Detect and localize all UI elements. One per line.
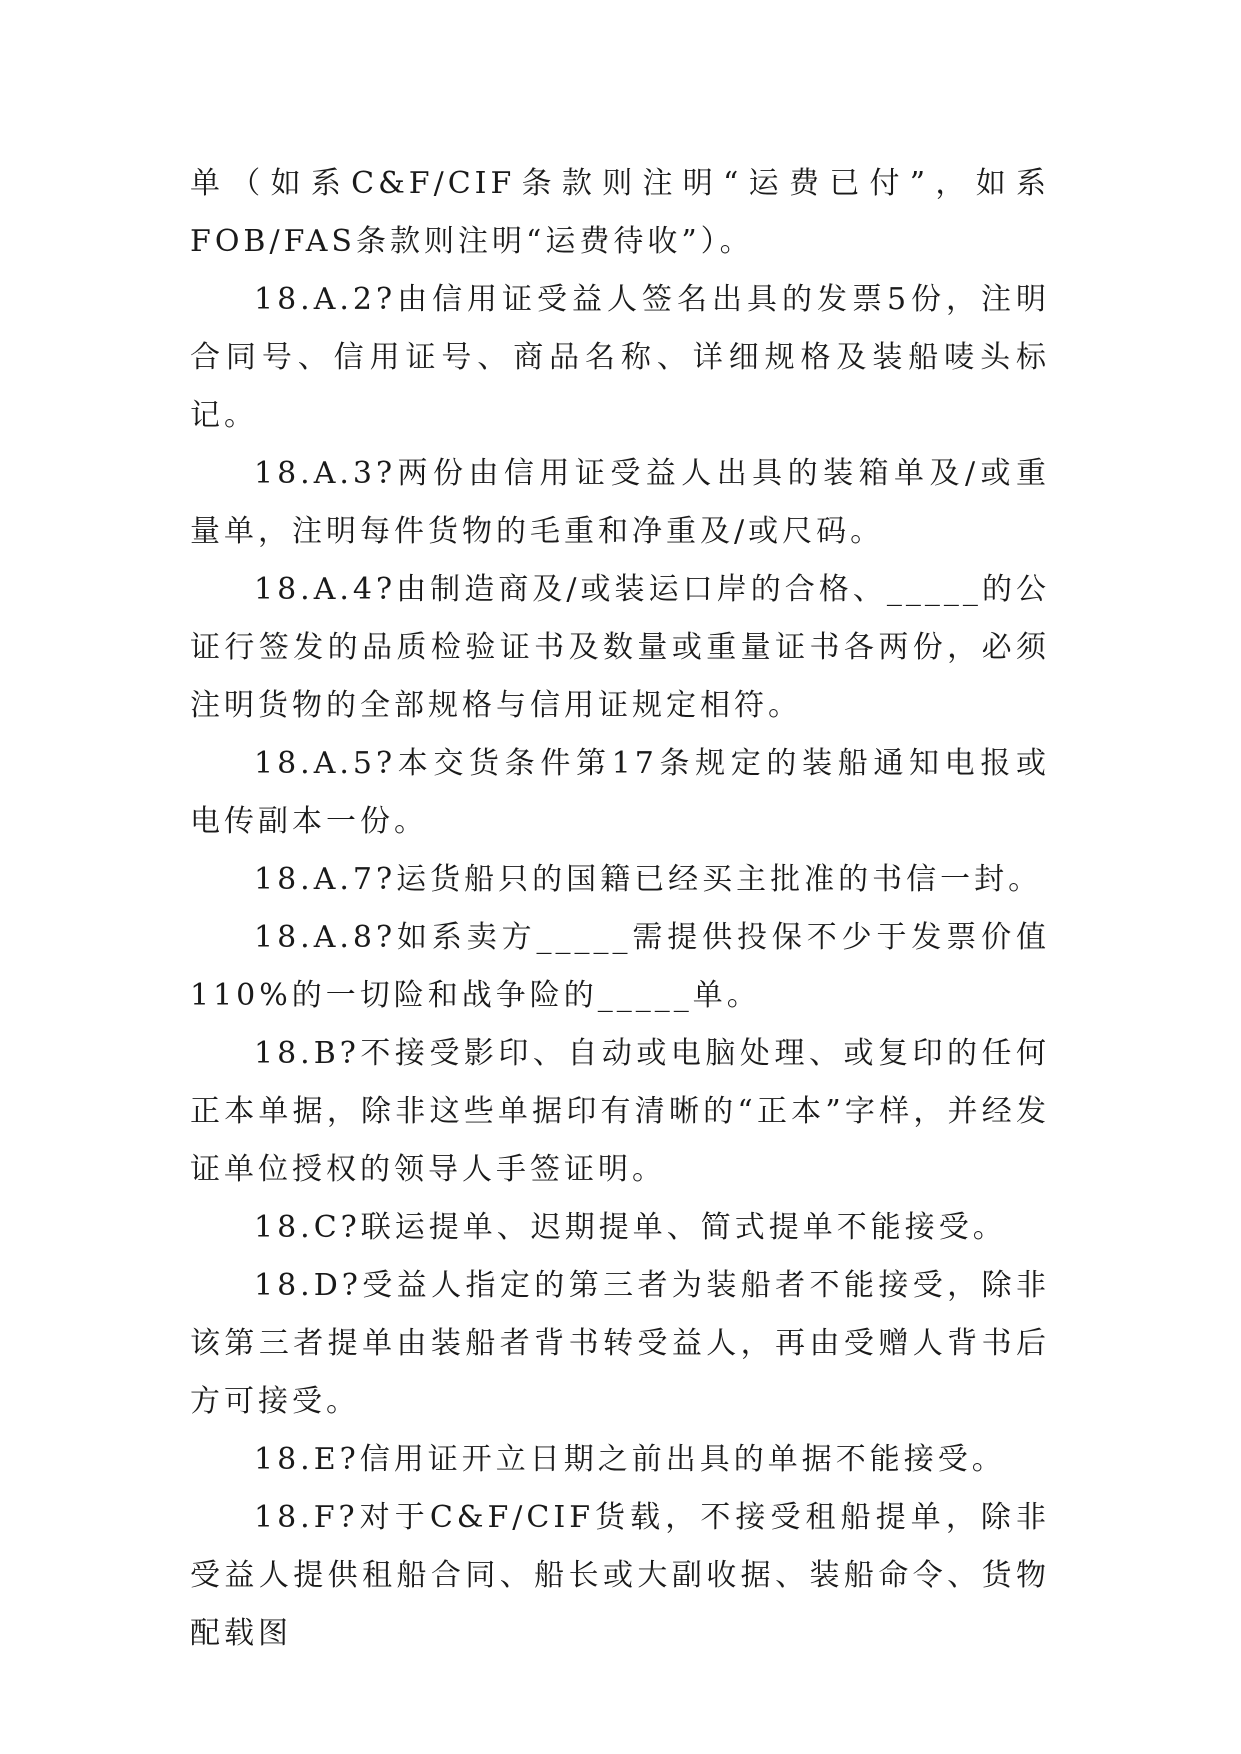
paragraph-continuation: 单（如系C&F/CIF条款则注明“运费已付”，如系FOB/FAS条款则注明“运费待收”）。 [190, 166, 1050, 259]
paragraph-18a7: 18.A.7?运货船只的国籍已经买主批准的书信一封。 [254, 862, 1043, 897]
paragraph-18a8: 18.A.8?如系卖方_____需提供投保不少于发票价值110%的一切险和战争险的_____单。 [190, 920, 1050, 1013]
document-body [190, 155, 1050, 1663]
paragraph-18c: 18.C?联运提单、迟期提单、简式提单不能接受。 [254, 1210, 1007, 1245]
paragraph-18a3: 18.A.3?两份由信用证受益人出具的装箱单及/或重量单，注明每件货物的毛重和净重及/或尺码。 [190, 456, 1050, 549]
paragraph-18a4: 18.A.4?由制造商及/或装运口岸的合格、_____的公证行签发的品质检验证书及数量或重量证书各两份，必须注明货物的全部规格与信用证规定相符。 [190, 572, 1050, 723]
paragraph-18a2: 18.A.2?由信用证受益人签名出具的发票5份，注明合同号、信用证号、商品名称、详细规格及装船唛头标记。 [190, 282, 1050, 433]
paragraph-18b: 18.B?不接受影印、自动或电脑处理、或复印的任何正本单据，除非这些单据印有清晰的“正本”字样，并经发证单位授权的领导人手签证明。 [190, 1036, 1050, 1187]
paragraph-18f: 18.F?对于C&F/CIF货载，不接受租船提单，除非受益人提供租船合同、船长或大副收据、装船命令、货物配载图 [190, 1500, 1050, 1651]
paragraph-18e: 18.E?信用证开立日期之前出具的单据不能接受。 [254, 1442, 1006, 1477]
paragraph-18d: 18.D?受益人指定的第三者为装船者不能接受，除非该第三者提单由装船者背书转受益人，再由受赠人背书后方可接受。 [190, 1268, 1050, 1419]
paragraph-18a5: 18.A.5?本交货条件第17条规定的装船通知电报或电传副本一份。 [190, 746, 1050, 839]
